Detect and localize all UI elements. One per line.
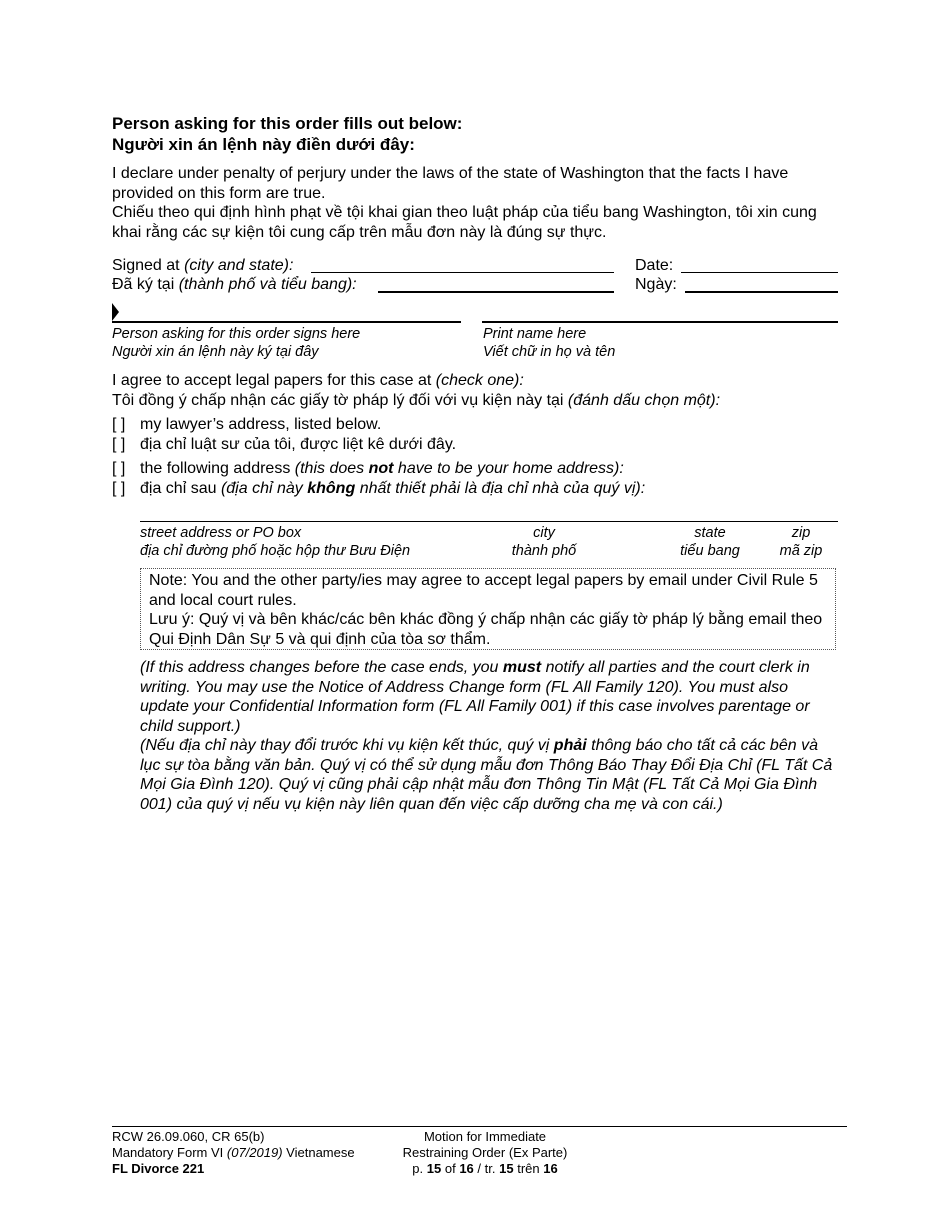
- declaration: [112, 164, 840, 242]
- print-name-caption: Print name here Viết chữ in họ và tên: [483, 326, 616, 360]
- form-id: FL Divorce 221: [112, 1160, 205, 1176]
- zip-caption: zip mã zip: [779, 525, 823, 559]
- option-lawyer[interactable]: [ ] my lawyer’s address, listed below. [ ] địa chỉ luật sư của tôi, được liệt kê dưới đây.: [112, 416, 457, 453]
- checkbox-lawyer[interactable]: [ ]: [112, 416, 126, 433]
- option-address[interactable]: [ ] the following address (this does not have to be your home address): [ ] địa chỉ sau (địa chỉ này không nhất thiết phải là địa chỉ nhà của quý vị):: [112, 460, 646, 497]
- street-caption: street address or PO box địa chỉ đường phố hoặc hộp thư Bưu Điện: [140, 525, 411, 559]
- declaration-vi: Chiếu theo qui định hình phạt về tội khai gian theo luật pháp của tiểu bang Washington, tôi xin cung khai rằng các sự kiện tôi cung cấp trên mẫu đơn này là đúng sự thực.: [112, 204, 817, 241]
- date-label-en: Date:: [635, 257, 674, 274]
- footer-left: RCW 26.09.060, CR 65(b) Mandatory Form VI (07/2019) Vietnamese FL Divorce 221: [112, 1129, 355, 1176]
- signed-at-vi-label: Đã ký tại (thành phố và tiểu bang):: [112, 276, 357, 293]
- checkbox-lawyer-vi[interactable]: [ ]: [112, 435, 126, 453]
- email-note: [140, 568, 836, 650]
- signed-at-en-label: Signed at (city and state):: [112, 257, 294, 274]
- page-number: p. 15 of 16 / tr. 15 trên 16: [412, 1160, 558, 1176]
- declaration-en: I declare under penalty of perjury under the laws of the state of Washington that the facts I have provided on this form are true.: [112, 165, 789, 202]
- footer-divider: [112, 1126, 847, 1127]
- checkbox-address-vi[interactable]: [ ]: [112, 479, 126, 497]
- date-field[interactable]: [681, 272, 838, 273]
- signature-caption: Person asking for this order signs here Người xin án lệnh này ký tại đây: [112, 326, 361, 360]
- signed-at-field[interactable]: [311, 272, 614, 273]
- note-en: Note: You and the other party/ies may agree to accept legal papers by email under Civil Rule 5 and local court rules.: [149, 572, 818, 609]
- change-vi: (Nếu địa chỉ này thay đổi trước khi vụ kiện kết thúc, quý vị phải thông báo cho tất cả các bên và lục sự tòa bằng văn bản. Quý vị có thể sử dụng mẫu đơn Thông Báo Thay Đổi Địa Chỉ (FL Tất Cả Mọi Gia Đình 120). Quý vị cũng phải cập nhật mẫu đơn Thông Tin Mật (FL Tất Cả Mọi Gia Đình 001) của quý vị nếu vụ kiện này liên quan đến việc cấp dưỡng cha mẹ và con cái.): [140, 737, 833, 813]
- sign-here-arrow-icon: [112, 303, 119, 321]
- address-change-notice: [140, 658, 840, 814]
- heading-en: Person asking for this order fills out below:: [112, 114, 463, 133]
- footer-center: Motion for Immediate Restraining Order (Ex Parte) p. 15 of 16 / tr. 15 trên 16: [380, 1129, 590, 1177]
- note-vi: Lưu ý: Quý vị và bên khác/các bên khác đồng ý chấp nhận các giấy tờ pháp lý bằng email theo Qui Định Dân Sự 5 và qui định của tòa sơ thẩm.: [149, 611, 823, 648]
- city-caption: city thành phố: [511, 525, 577, 559]
- section-heading: [112, 113, 462, 156]
- checkbox-address[interactable]: [ ]: [112, 460, 126, 477]
- print-name-field[interactable]: [482, 321, 838, 323]
- state-caption: state tiểu bang: [680, 525, 740, 559]
- address-field[interactable]: [140, 521, 838, 522]
- date-label-vi: Ngày:: [635, 276, 677, 293]
- agree-statement: I agree to accept legal papers for this case at (check one): Tôi đồng ý chấp nhận các giấy tờ pháp lý đối với vụ kiện này tại (đánh dấu chọn một):: [112, 372, 721, 409]
- signed-at-vi-field[interactable]: [378, 291, 614, 293]
- heading-vi: Người xin án lệnh này điền dưới đây:: [112, 135, 415, 155]
- date-vi-field[interactable]: [685, 291, 838, 293]
- signature-field[interactable]: [112, 321, 461, 323]
- change-en: (If this address changes before the case ends, you must notify all parties and the court clerk in writing. You may use the Notice of Address Change form (FL All Family 120). You must also update your Confidential Information form (FL All Family 001) if this case involves parentage or child support.): [140, 659, 810, 735]
